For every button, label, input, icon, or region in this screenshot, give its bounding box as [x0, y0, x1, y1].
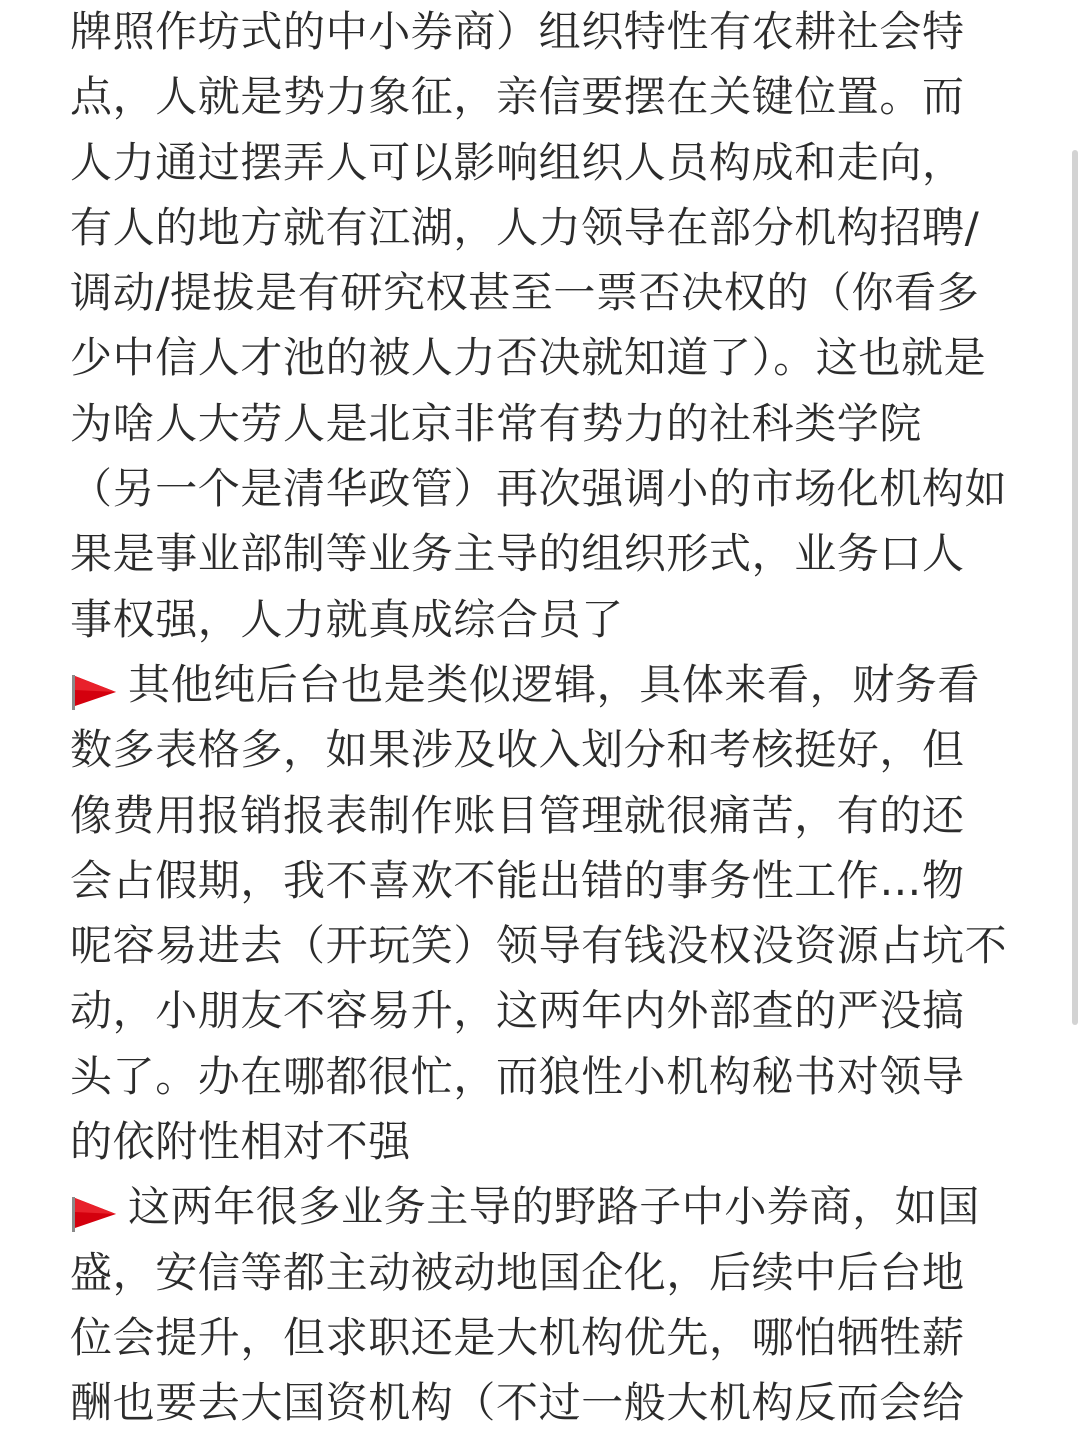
red-flag-icon	[70, 665, 120, 705]
article-line: 动，小朋友不容易升，这两年内外部查的严没搞	[70, 986, 965, 1036]
article-line: 的依附性相对不强	[70, 1117, 411, 1167]
article-line: 点，人就是势力象征，亲信要摆在关键位置。而	[70, 72, 965, 122]
article-line: 有人的地方就有江湖，人力领导在部分机构招聘/	[70, 202, 980, 252]
article-line: 酬也要去大国资机构（不过一般大机构反而会给	[70, 1378, 965, 1428]
article-line: 盛，安信等都主动被动地国企化，后续中后台地	[70, 1247, 965, 1297]
article-line: 头了。办在哪都很忙，而狼性小机构秘书对领导	[70, 1051, 965, 1101]
article-line: 果是事业部制等业务主导的组织形式，业务口人	[70, 529, 965, 579]
bullet-paragraph-start	[70, 1174, 1010, 1239]
article-line: 像费用报销报表制作账目管理就很痛苦，有的还	[70, 790, 965, 840]
article-line: 呢容易进去（开玩笑）领导有钱没权没资源占坑不	[70, 921, 1008, 971]
article-line: 这两年很多业务主导的野路子中小券商，如国	[128, 1182, 981, 1232]
article-line: 牌照作坊式的中小券商）组织特性有农耕社会特	[70, 7, 965, 56]
article-body	[70, 0, 1010, 1436]
scrollbar[interactable]	[1072, 0, 1078, 1440]
article-line: 人力通过摆弄人可以影响组织人员构成和走向，	[70, 137, 965, 187]
article-line: 数多表格多，如果涉及收入划分和考核挺好，但	[70, 725, 965, 775]
scrollbar-thumb[interactable]	[1072, 150, 1078, 1025]
article-line: 其他纯后台也是类似逻辑，具体来看，财务看	[128, 659, 981, 709]
article-line: （另一个是清华政管）再次强调小的市场化机构如	[70, 464, 1008, 514]
article-line: 调动/提拔是有研究权甚至一票否决权的（你看多	[70, 268, 980, 318]
red-flag-icon	[70, 1187, 120, 1227]
article-line: 为啥人大劳人是北京非常有势力的社科类学院	[70, 398, 923, 448]
article-line: 位会提升，但求职还是大机构优先，哪怕牺牲薪	[70, 1312, 965, 1362]
article-line: 会占假期，我不喜欢不能出错的事务性工作…物	[70, 855, 965, 905]
article-line: 事权强，人力就真成综合员了	[70, 594, 624, 644]
bullet-paragraph-start	[70, 652, 1010, 717]
article-line: 少中信人才池的被人力否决就知道了）。这也就是	[70, 333, 987, 383]
